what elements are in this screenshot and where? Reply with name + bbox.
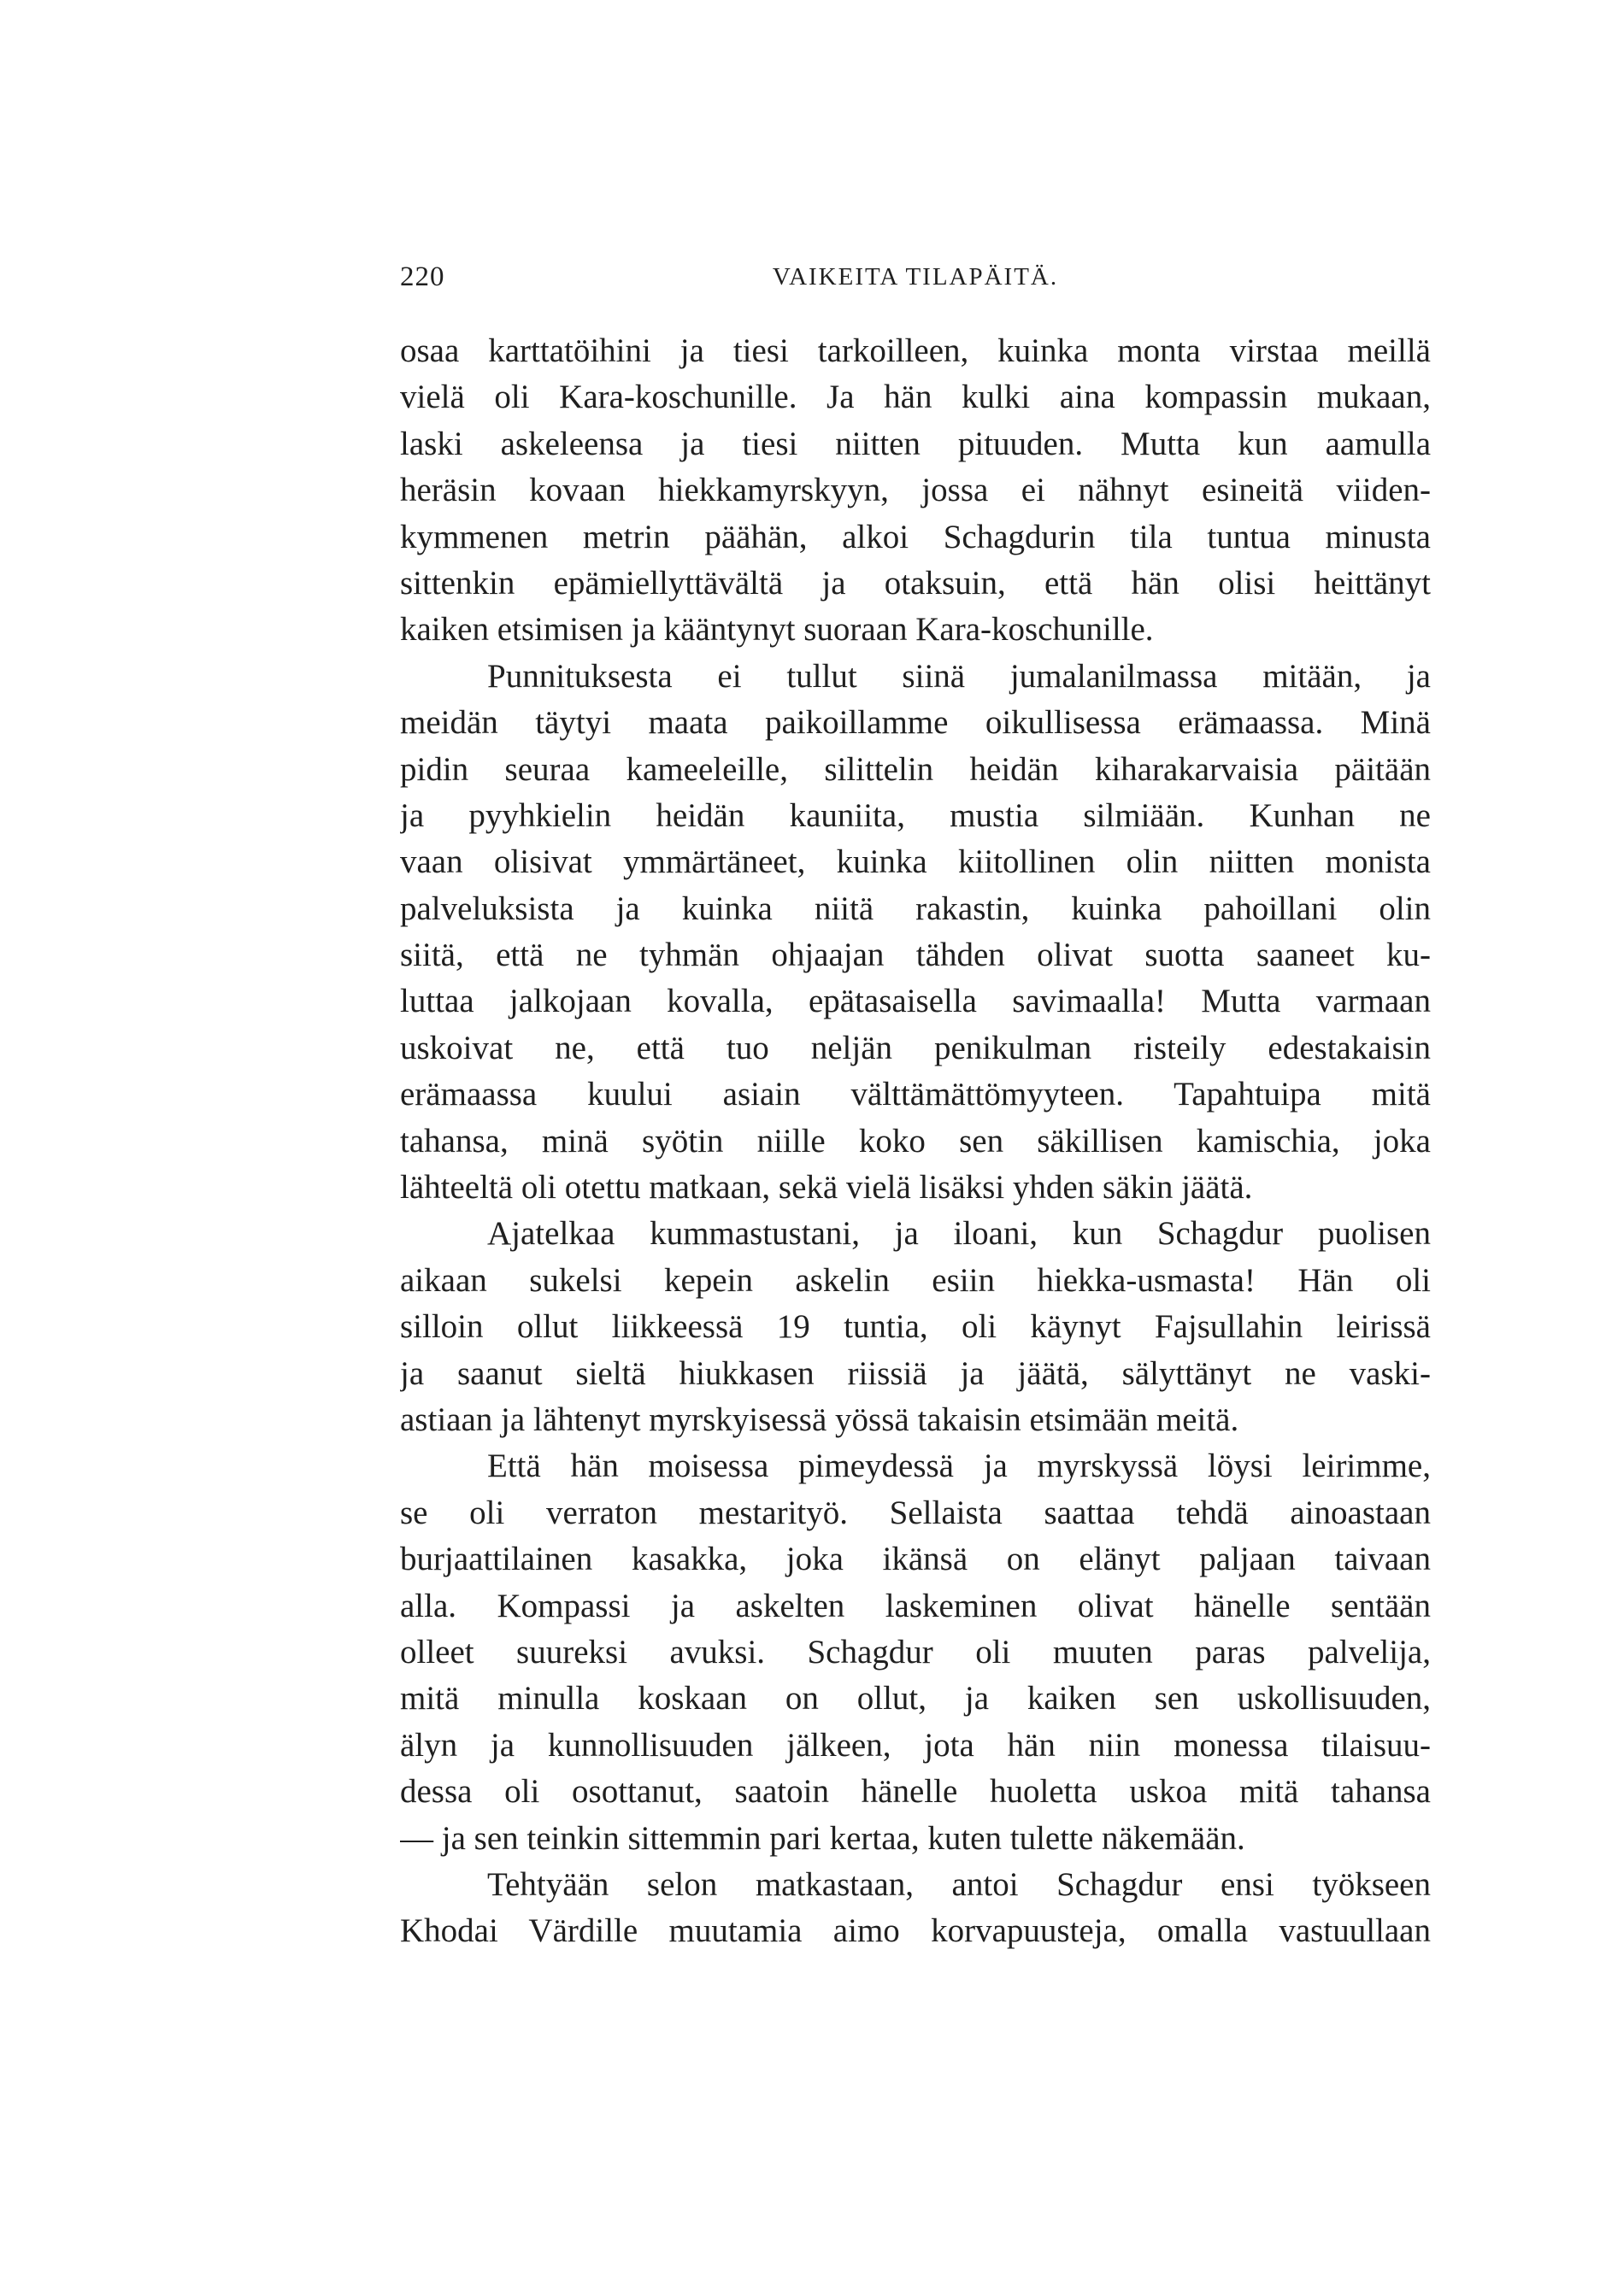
text-line: Khodai Värdille muutamia aimo korvapuusteja, omalla vastuullaan <box>400 1912 1431 1950</box>
text-line: erämaassa kuului asiain välttämättömyyteen. Tapahtuipa mitä <box>400 1076 1431 1113</box>
text-line: pidin seuraa kameeleille, silittelin heidän kiharakarvaisia päitään <box>400 750 1431 788</box>
text-line: tahansa, minä syötin niille koko sen säkillisen kamischia, joka <box>400 1122 1431 1160</box>
text-line: sittenkin epämiellyttävältä ja otaksuin, että hän olisi heittänyt <box>400 564 1431 602</box>
text-line: kymmenen metrin päähän, alkoi Schagdurin tila tuntua minusta <box>400 518 1431 555</box>
running-title: VAIKEITA TILAPÄITÄ. <box>772 263 1059 291</box>
text-line: astiaan ja lähtenyt myrskyisessä yössä takaisin etsimään meitä. <box>400 1401 1239 1438</box>
page-number: 220 <box>400 261 445 292</box>
text-line: vielä oli Kara-koschunille. Ja hän kulki aina kompassin mukaan, <box>400 379 1431 416</box>
text-line: meidän täytyi maata paikoillamme oikullisessa erämaassa. Minä <box>400 704 1431 742</box>
text-line: dessa oli osottanut, saatoin hänelle huoletta uskoa mitä tahansa <box>400 1773 1431 1811</box>
text-line: olleet suureksi avuksi. Schagdur oli muuten paras palvelija, <box>400 1633 1431 1671</box>
text-line: mitä minulla koskaan on ollut, ja kaiken sen uskollisuuden, <box>400 1680 1431 1718</box>
text-line: osaa karttatöihini ja tiesi tarkoilleen, kuinka monta virstaa meillä <box>400 332 1431 369</box>
text-line: siitä, että ne tyhmän ohjaajan tähden olivat suotta saaneet ku- <box>400 937 1431 974</box>
text-line: heräsin kovaan hiekkamyrskyyn, jossa ei nähnyt esineitä viiden- <box>400 472 1431 509</box>
text-line: kaiken etsimisen ja kääntynyt suoraan Kara-koschunille. <box>400 611 1154 649</box>
text-line: alla. Kompassi ja askelten laskeminen olivat hänelle sentään <box>400 1587 1431 1624</box>
body-text <box>400 328 1431 1955</box>
text-line: Että hän moisessa pimeydessä ja myrskyssä löysi leirimme, <box>487 1447 1431 1485</box>
text-line: ja saanut sieltä hiukkasen riissiä ja jäätä, sälyttänyt ne vaski- <box>400 1354 1431 1392</box>
text-line: uskoivat ne, että tuo neljän penikulman risteily edestakaisin <box>400 1029 1431 1066</box>
page-header <box>400 261 1431 296</box>
text-line: aikaan sukelsi kepein askelin esiin hiekka-usmasta! Hän oli <box>400 1261 1431 1299</box>
text-line: laski askeleensa ja tiesi niitten pituuden. Mutta kun aamulla <box>400 425 1431 462</box>
text-line: luttaa jalkojaan kovalla, epätasaisella savimaalla! Mutta varmaan <box>400 983 1431 1020</box>
text-line: — ja sen teinkin sittemmin pari kertaa, kuten tulette näkemään. <box>400 1819 1245 1857</box>
text-line: ja pyyhkielin heidän kauniita, mustia silmiään. Kunhan ne <box>400 796 1431 834</box>
text-line: älyn ja kunnollisuuden jälkeen, jota hän niin monessa tilaisuu- <box>400 1726 1431 1764</box>
text-line: burjaattilainen kasakka, joka ikänsä on elänyt paljaan taivaan <box>400 1541 1431 1578</box>
text-line: vaan olisivat ymmärtäneet, kuinka kiitollinen olin niitten monista <box>400 843 1431 881</box>
text-line: silloin ollut liikkeessä 19 tuntia, oli käynyt Fajsullahin leirissä <box>400 1308 1431 1346</box>
text-line: se oli verraton mestarityö. Sellaista saattaa tehdä ainoastaan <box>400 1494 1431 1531</box>
text-line: palveluksista ja kuinka niitä rakastin, kuinka pahoillani olin <box>400 890 1431 927</box>
text-line: Ajatelkaa kummastustani, ja iloani, kun Schagdur puolisen <box>487 1215 1431 1253</box>
text-line: Punnituksesta ei tullut siinä jumalanilmassa mitään, ja <box>487 657 1431 695</box>
text-line: lähteeltä oli otettu matkaan, sekä vielä lisäksi yhden säkin jäätä. <box>400 1169 1253 1207</box>
text-line: Tehtyään selon matkastaan, antoi Schagdur ensi työkseen <box>487 1865 1431 1903</box>
